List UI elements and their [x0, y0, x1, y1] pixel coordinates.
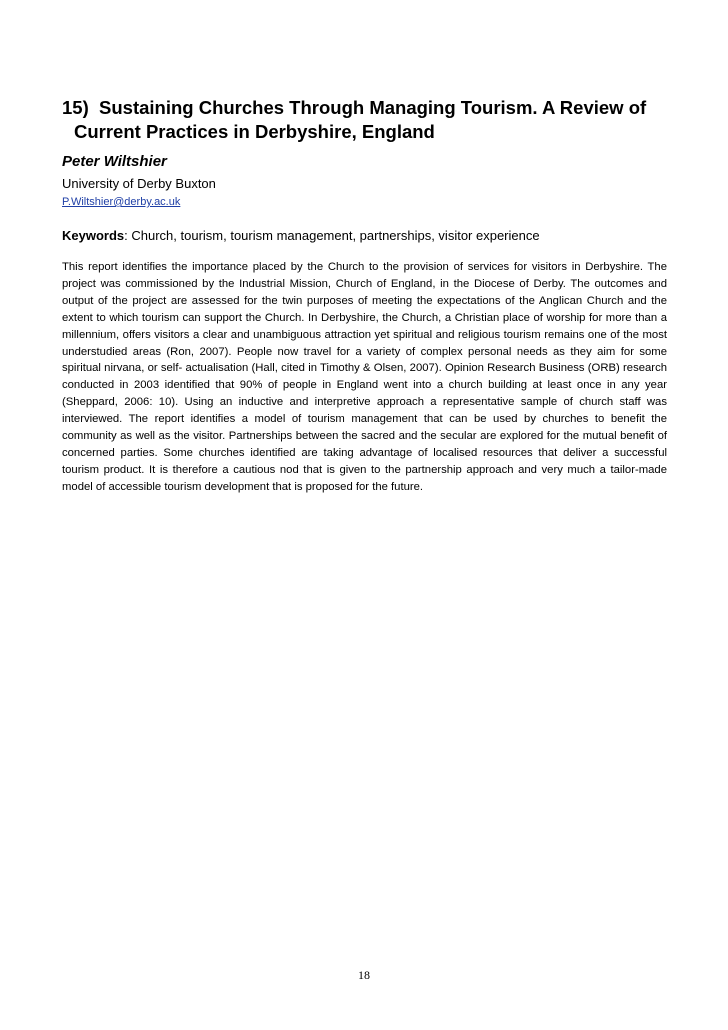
keywords-text: : Church, tourism, tourism management, partnerships, visitor experience — [124, 228, 540, 243]
paper-page — [62, 96, 667, 507]
page-number: 18 — [358, 968, 370, 982]
author-name: Peter Wiltshier — [62, 153, 167, 170]
abstract-paragraph: This report identifies the importance placed by the Church to the provision of services for visitors in Derbyshire. The project was commissioned by the Industrial Mission, Church of England, in the Diocese of Derby. The outcomes and output of the project are assessed for the twin purposes of meeting the expectations of the Anglican Church and the extent to which tourism can support the Church. In Derbyshire, the Church, a Christian place of worship for more than a millennium, offers visitors a clear and unambiguous attraction yet spiritual and religious tourism remains one of the most understudied areas (Ron, 2007). People now travel for a variety of complex personal needs as they aim for some spiritual nirvana, or self- actualisation (Hall, cited in Timothy & Olsen, 2007). Opinion Research Business (ORB) research conducted in 2003 identified that 90% of people in England went into a church building at least once in any year (Sheppard, 2006: 10). Using an inductive and interpretive approach a representative sample of church staff was interviewed. The report identifies a model of tourism management that can be used by churches to benefit the community as well as the visitor. Partnerships between the sacred and the secular are explored for the mutual benefit of concerned parties. Some churches identified are taking advantage of localised resources that deliver a successful tourism product. It is therefore a cautious nod that is given to the partnership approach and very much a tailor-made model of accessible tourism development that is proposed for the future. — [62, 261, 667, 493]
author-affiliation: University of Derby Buxton — [62, 176, 216, 191]
author-email-link[interactable]: P.Wiltshier@derby.ac.uk — [62, 196, 181, 208]
keywords-line — [62, 227, 667, 244]
keywords-label: Keywords — [62, 228, 125, 243]
paper-title: 15) Sustaining Churches Through Managing Tourism. A Review of Current Practices in Derbyshire, England — [62, 97, 647, 142]
